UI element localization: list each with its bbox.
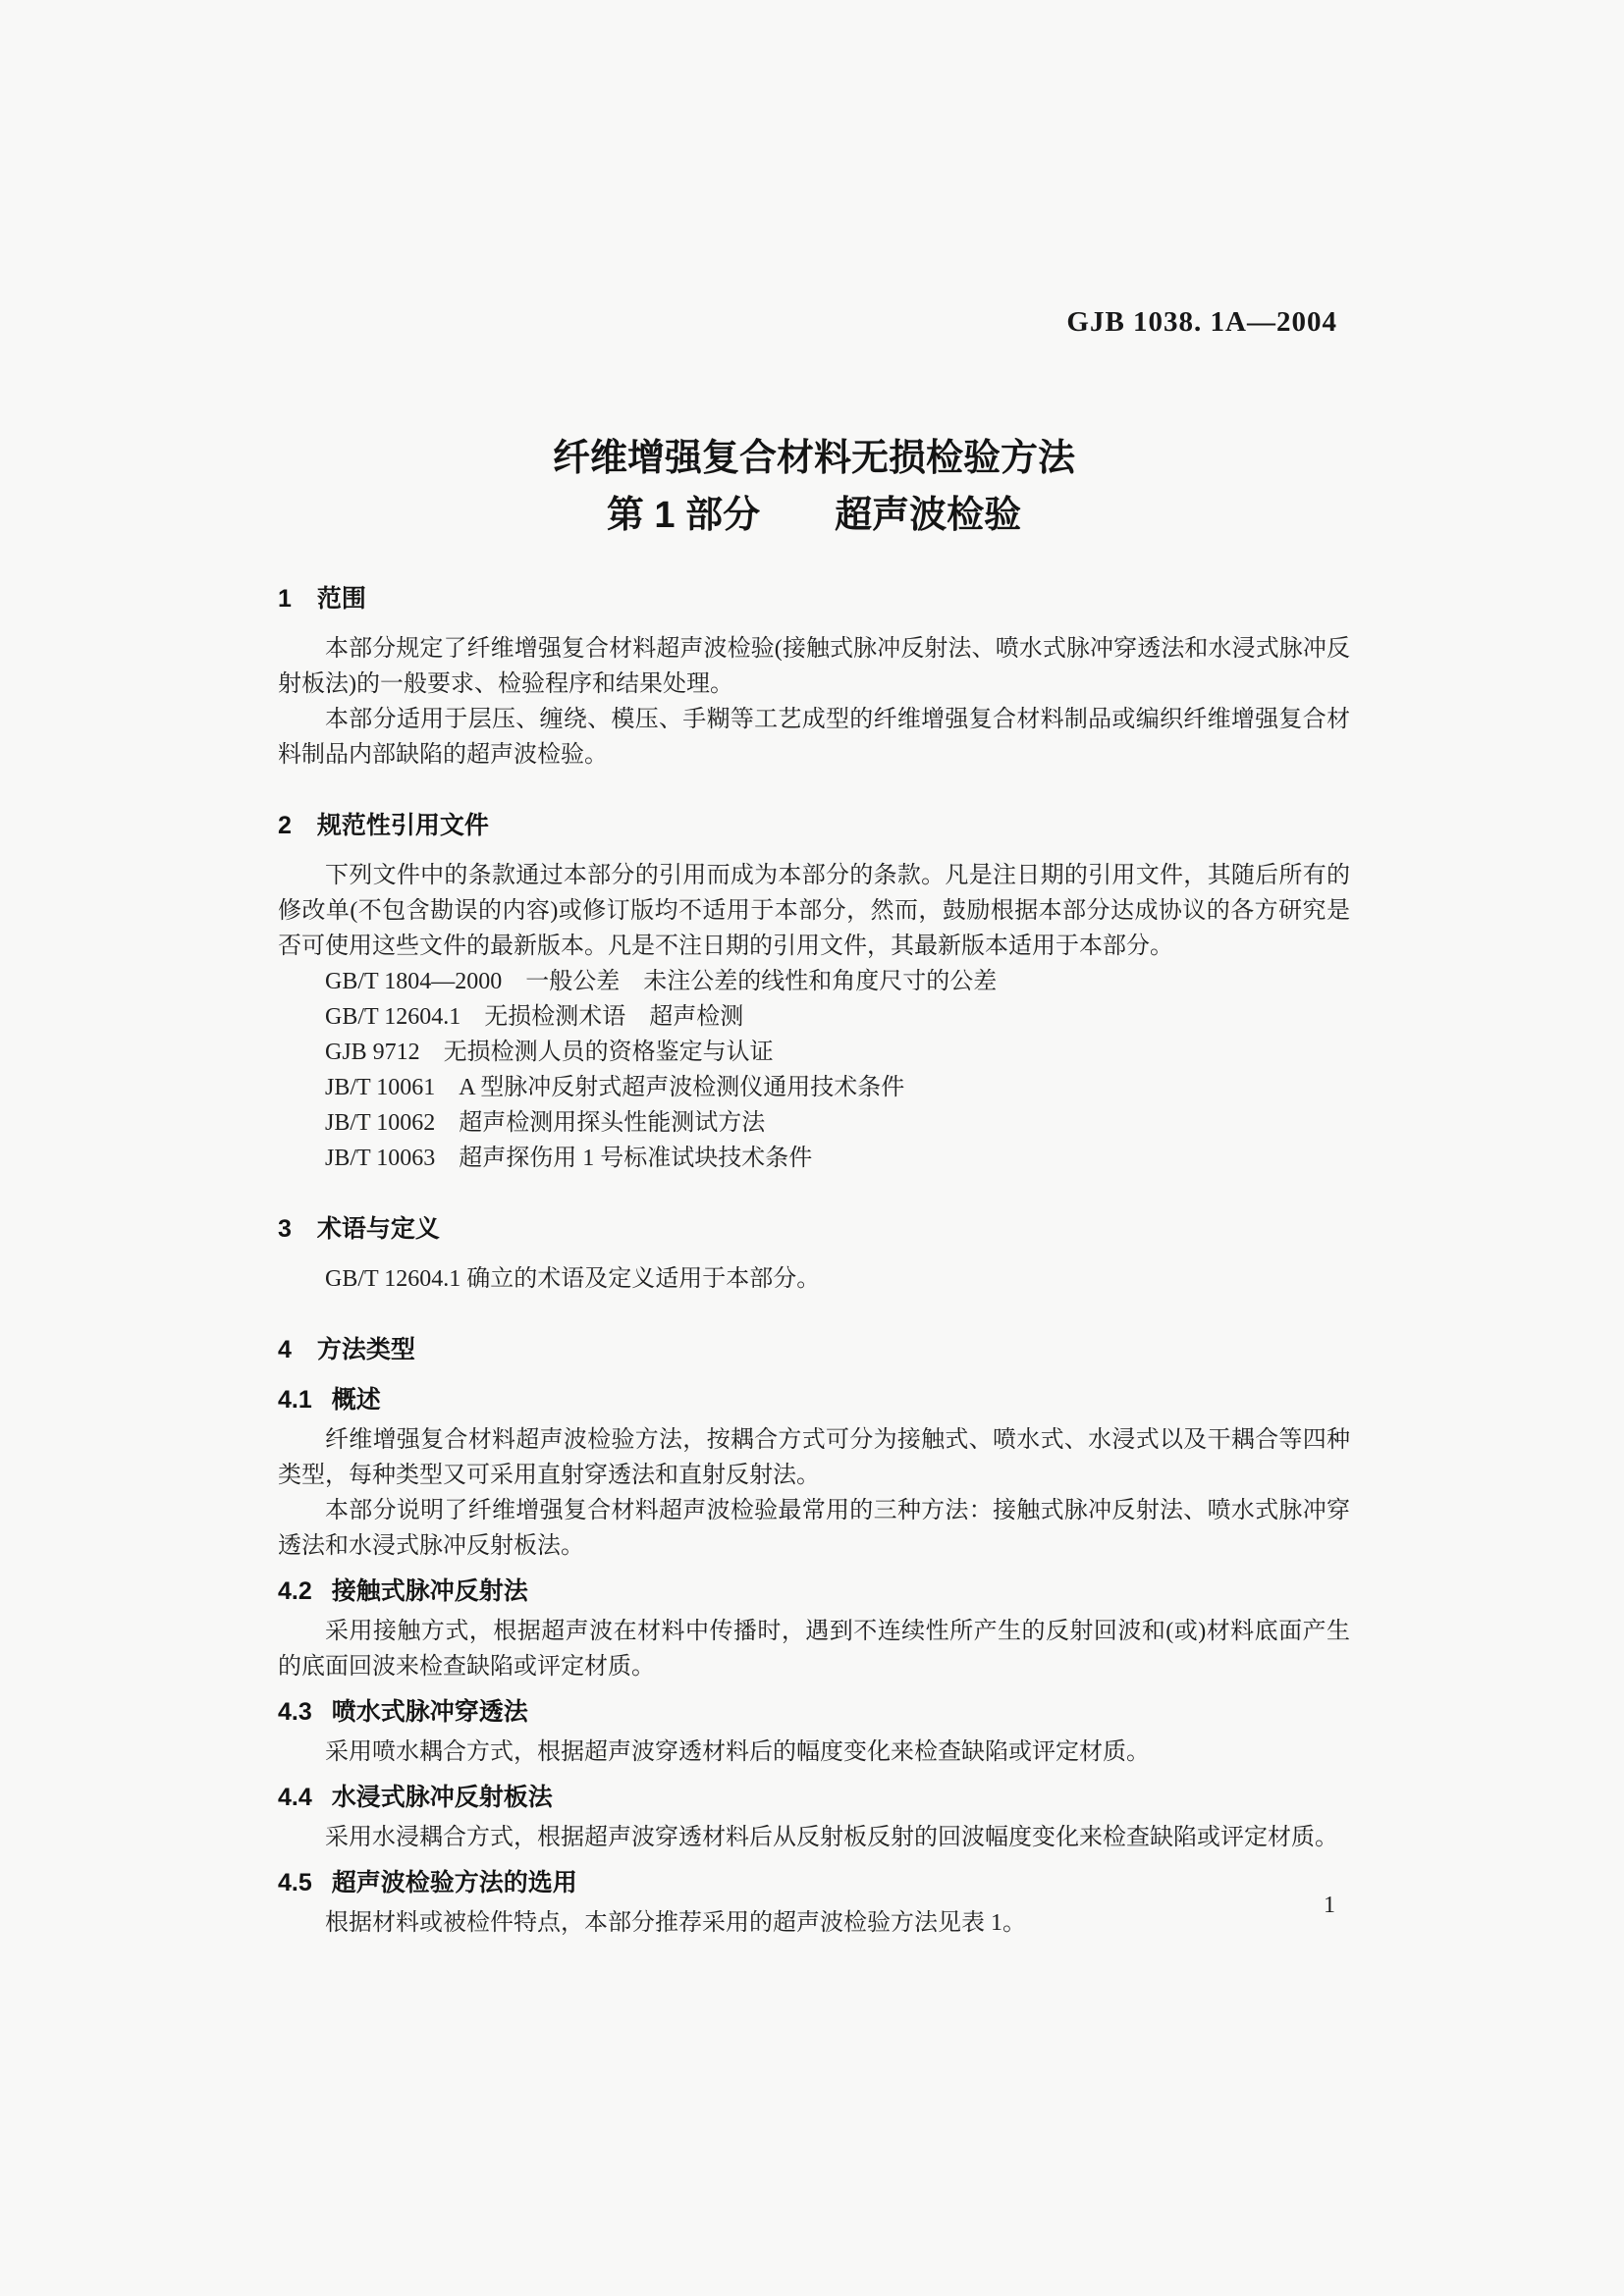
section-number: 3 xyxy=(278,1215,292,1243)
paragraph: 采用接触方式，根据超声波在材料中传播时，遇到不连续性所产生的反射回波和(或)材料底面产生的底面回波来检查缺陷或评定材质。 xyxy=(278,1619,1350,1680)
subsection-title: 水浸式脉冲反射板法 xyxy=(331,1784,553,1811)
page-number: 1 xyxy=(1324,1893,1335,1918)
subsection-4-2-heading xyxy=(278,1574,1350,1610)
paragraph: GB/T 12604.1 确立的术语及定义适用于本部分。 xyxy=(325,1266,821,1292)
subsection-number: 4.2 xyxy=(278,1577,312,1605)
subsection-number: 4.1 xyxy=(278,1386,312,1414)
document-body xyxy=(278,581,1350,1941)
reference-item: JB/T 10061 A 型脉冲反射式超声波检测仪通用技术条件 xyxy=(325,1075,905,1100)
section-title: 范围 xyxy=(316,585,366,613)
section-number: 1 xyxy=(278,585,292,613)
subsection-number: 4.3 xyxy=(278,1698,312,1726)
subsection-title: 接触式脉冲反射法 xyxy=(331,1577,528,1605)
section-number: 2 xyxy=(278,812,292,839)
section-title: 术语与定义 xyxy=(316,1215,440,1243)
section-title: 规范性引用文件 xyxy=(316,812,489,839)
section-title: 方法类型 xyxy=(316,1336,415,1363)
subsection-title: 超声波检验方法的选用 xyxy=(331,1869,577,1896)
paragraph: 采用水浸耦合方式，根据超声波穿透材料后从反射板反射的回波幅度变化来检查缺陷或评定材质。 xyxy=(325,1825,1338,1850)
subsection-4-1-heading xyxy=(278,1382,1350,1418)
document-title-line1: 纤维增强复合材料无损检验方法 xyxy=(552,438,1075,479)
subsection-title: 喷水式脉冲穿透法 xyxy=(331,1698,528,1726)
reference-item: JB/T 10062 超声检测用探头性能测试方法 xyxy=(325,1110,766,1136)
paragraph: 本部分规定了纤维增强复合材料超声波检验(接触式脉冲反射法、喷水式脉冲穿透法和水浸式脉冲反射板法)的一般要求、检验程序和结果处理。 xyxy=(278,636,1350,697)
subsection-4-4-heading xyxy=(278,1780,1350,1816)
section-4-heading xyxy=(278,1332,1350,1368)
paragraph: 本部分适用于层压、缠绕、模压、手糊等工艺成型的纤维增强复合材料制品或编织纤维增强复合材料制品内部缺陷的超声波检验。 xyxy=(278,707,1350,768)
subsection-title: 概述 xyxy=(331,1386,381,1414)
paragraph: 采用喷水耦合方式，根据超声波穿透材料后的幅度变化来检查缺陷或评定材质。 xyxy=(325,1739,1150,1765)
document-title-line2: 第 1 部分 超声波检验 xyxy=(606,495,1022,536)
standard-code: GJB 1038. 1A—2004 xyxy=(1066,306,1337,338)
reference-item: GB/T 12604.1 无损检测术语 超声检测 xyxy=(325,1004,744,1030)
paragraph: 根据材料或被检件特点，本部分推荐采用的超声波检验方法见表 1。 xyxy=(325,1910,1026,1936)
paragraph: 下列文件中的条款通过本部分的引用而成为本部分的条款。凡是注日期的引用文件，其随后所有的修改单(不包含勘误的内容)或修订版均不适用于本部分，然而，鼓励根据本部分达成协议的各方研究是否可使用这些文件的最新版本。凡是不注日期的引用文件，其最新版本适用于本部分。 xyxy=(278,863,1350,959)
subsection-4-5-heading xyxy=(278,1865,1350,1901)
reference-item: GJB 9712 无损检测人员的资格鉴定与认证 xyxy=(325,1040,774,1065)
reference-item: JB/T 10063 超声探伤用 1 号标准试块技术条件 xyxy=(325,1146,813,1171)
paragraph: 本部分说明了纤维增强复合材料超声波检验最常用的三种方法：接触式脉冲反射法、喷水式脉冲穿透法和水浸式脉冲反射板法。 xyxy=(278,1498,1350,1559)
section-number: 4 xyxy=(278,1336,292,1363)
reference-item: GB/T 1804—2000 一般公差 未注公差的线性和角度尺寸的公差 xyxy=(325,969,998,994)
paragraph: 纤维增强复合材料超声波检验方法，按耦合方式可分为接触式、喷水式、水浸式以及干耦合等四种类型，每种类型又可采用直射穿透法和直射反射法。 xyxy=(278,1427,1350,1488)
document-title xyxy=(278,430,1350,544)
section-2-heading xyxy=(278,808,1350,844)
subsection-number: 4.5 xyxy=(278,1869,312,1896)
subsection-4-3-heading xyxy=(278,1694,1350,1731)
section-1-heading xyxy=(278,581,1350,617)
section-3-heading xyxy=(278,1211,1350,1248)
subsection-number: 4.4 xyxy=(278,1784,312,1811)
